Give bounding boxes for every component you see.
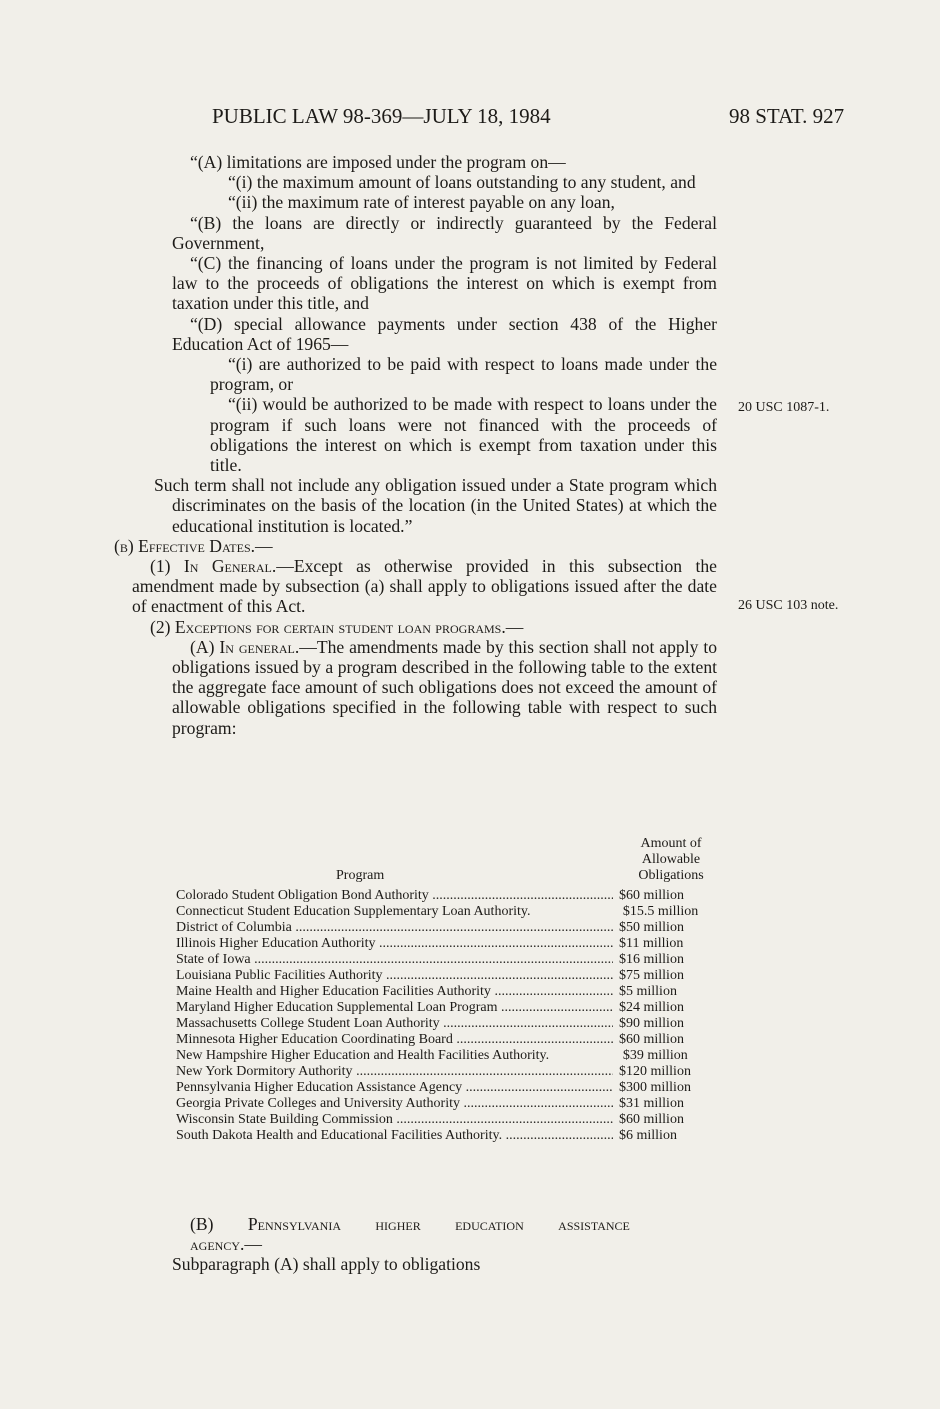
subclause-a-ii xyxy=(172,192,717,212)
subclause-a-i xyxy=(172,172,717,192)
program-name-text: New York Dormitory Authority xyxy=(176,1064,353,1079)
program-name-text: Massachusetts College Student Loan Authority xyxy=(176,1016,440,1031)
paragraph-2-heading-text: (2) Exceptions for certain student loan programs.— xyxy=(150,616,524,637)
program-name xyxy=(176,1000,613,1016)
allowable-amount: $5 million xyxy=(619,984,677,999)
subparagraph-a-lead: (A) In general.— xyxy=(190,636,317,657)
allowable-amount: $90 million xyxy=(619,1016,684,1031)
subparagraph-b xyxy=(172,1214,717,1275)
program-name xyxy=(176,920,613,936)
table-row xyxy=(176,1000,721,1016)
leader-dots xyxy=(502,1128,613,1143)
table-row xyxy=(176,936,721,952)
allowable-obligations-table xyxy=(176,836,721,1144)
allowable-amount: $60 million xyxy=(619,1032,684,1047)
subclause-d-i xyxy=(172,354,717,394)
program-name xyxy=(176,1096,613,1112)
program-name xyxy=(176,936,613,952)
table-row xyxy=(176,920,721,936)
leader-dots xyxy=(462,1080,613,1095)
program-name: New Hampshire Higher Education and Health Facilities Authority. xyxy=(176,1048,550,1063)
allowable-amount: $300 million xyxy=(619,1080,691,1095)
table-row xyxy=(176,952,721,968)
table-header xyxy=(176,836,721,888)
paragraph-2-heading xyxy=(150,617,717,637)
body-text xyxy=(114,152,718,738)
program-name xyxy=(176,1080,613,1096)
column-header-amount xyxy=(626,836,716,884)
program-name-text: South Dakota Health and Educational Facilities Authority. xyxy=(176,1128,503,1143)
allowable-amount: $39 million xyxy=(622,1048,688,1063)
program-name-text: Colorado Student Obligation Bond Authority xyxy=(176,888,429,903)
table-row xyxy=(176,1128,721,1144)
program-name-text: Maine Health and Higher Education Facilities Authority xyxy=(176,984,491,999)
leader-dots xyxy=(382,968,613,983)
allowable-amount: $75 million xyxy=(619,968,684,983)
table-row xyxy=(176,904,721,920)
subparagraph-b-line-1 xyxy=(172,1214,717,1254)
clause-a: “(A) limitations are imposed under the program on— xyxy=(190,152,566,172)
leader-dots xyxy=(498,1000,613,1015)
program-name xyxy=(176,1032,613,1048)
section-b-heading-text: (b) Effective Dates.— xyxy=(114,535,273,556)
allowable-amount: $11 million xyxy=(619,936,684,951)
leader-dots xyxy=(453,1032,613,1047)
clause-d: “(D) special allowance payments under section 438 of the Higher Education Act of 1965— xyxy=(172,313,717,354)
column-header-amount-line-3: Obligations xyxy=(638,868,704,883)
column-header-amount-line-2: Allowable xyxy=(641,852,701,867)
subparagraph-b-text: Subparagraph (A) shall apply to obligations xyxy=(172,1254,481,1275)
leader-dots xyxy=(251,952,613,967)
page-header xyxy=(0,104,940,134)
program-name-text: Georgia Private Colleges and University Authority xyxy=(176,1096,460,1111)
program-name-text: Louisiana Public Facilities Authority xyxy=(176,968,383,983)
leader-dots xyxy=(491,984,613,999)
program-name-text: State of Iowa xyxy=(176,952,251,967)
subclause-a-ii-text: “(ii) the maximum rate of interest payable on any loan, xyxy=(228,192,615,213)
subclause-d-ii xyxy=(172,394,717,475)
table-row xyxy=(176,1112,721,1128)
program-name-text: Wisconsin State Building Commission xyxy=(176,1112,393,1127)
allowable-amount: $60 million xyxy=(619,1112,684,1127)
subparagraph-a xyxy=(172,637,717,738)
subclause-d-ii-text: “(ii) would be authorized to be made with respect to loans under the program if such loans were not financed with the proceeds of obligations the interest on which is exempt from taxation under this title. xyxy=(210,394,717,476)
subparagraph-b-lead: (B) Pennsylvania higher education assistance agency.— xyxy=(190,1214,630,1255)
program-name xyxy=(176,984,613,1000)
allowable-amount: $24 million xyxy=(619,1000,684,1015)
program-name-text: Illinois Higher Education Authority xyxy=(176,936,376,951)
program-name xyxy=(176,952,613,968)
margin-citation-2: 26 USC 103 note. xyxy=(738,598,839,613)
clause-c: “(C) the financing of loans under the program is not limited by Federal law to the proceeds of obligations the interest on which is exempt from taxation under this title, and xyxy=(172,253,717,314)
program-name xyxy=(176,1128,613,1144)
leader-dots xyxy=(375,936,613,951)
leader-dots xyxy=(353,1064,613,1079)
leader-dots xyxy=(460,1096,613,1111)
leader-dots xyxy=(393,1112,613,1127)
program-name-text: Minnesota Higher Education Coordinating Board xyxy=(176,1032,453,1047)
subparagraph-a-text: The amendments made by this section shall not apply to obligations issued by a program described in the following table to the extent the aggregate face amount of such obligations does not exceed the amount of allowable obligations specified in the following table with respect to such program: xyxy=(172,636,718,738)
program-name xyxy=(176,1064,613,1080)
leader-dots xyxy=(292,920,613,935)
table-row xyxy=(176,968,721,984)
paragraph-1-text: Except as otherwise provided in this subsection the amendment made by subsection (a) shall apply to obligations issued after the date of enactment of this Act. xyxy=(132,556,717,617)
allowable-amount: $60 million xyxy=(619,888,684,903)
program-name xyxy=(176,888,613,904)
allowable-amount: $15.5 million xyxy=(622,904,699,919)
paragraph-1 xyxy=(132,556,717,617)
law-title: PUBLIC LAW 98-369—JULY 18, 1984 xyxy=(212,104,551,128)
program-name: Connecticut Student Education Supplementary Loan Authority. xyxy=(176,904,531,919)
table-row xyxy=(176,984,721,1000)
definition-exclusion: Such term shall not include any obligation issued under a State program which discriminates on the basis of the location (in the United States) at which the educational institution is located.” xyxy=(154,475,717,536)
paragraph-1-lead: (1) In General.— xyxy=(150,556,294,577)
leader-dots xyxy=(429,888,613,903)
allowable-amount: $50 million xyxy=(619,920,684,935)
leader-dots xyxy=(440,1016,613,1031)
table-body xyxy=(176,888,721,1144)
subclause-d-i-text: “(i) are authorized to be paid with respect to loans made under the program, or xyxy=(210,354,717,395)
program-name xyxy=(176,1112,613,1128)
program-name xyxy=(176,1016,613,1032)
program-name-text: Pennsylvania Higher Education Assistance Agency xyxy=(176,1080,463,1095)
table-row xyxy=(176,1080,721,1096)
allowable-amount: $31 million xyxy=(619,1096,684,1111)
allowable-amount: $6 million xyxy=(619,1128,677,1143)
clause-b: “(B) the loans are directly or indirectly guaranteed by the Federal Government, xyxy=(172,212,717,253)
statute-page-number: 98 STAT. 927 xyxy=(729,104,845,128)
column-header-amount-line-1: Amount of xyxy=(640,836,702,851)
table-row xyxy=(176,1032,721,1048)
program-name-text: Maryland Higher Education Supplemental Loan Program xyxy=(176,1000,498,1015)
column-header-program: Program xyxy=(336,868,385,883)
margin-citation-1: 20 USC 1087-1. xyxy=(738,400,830,415)
allowable-amount: $120 million xyxy=(619,1064,691,1079)
table-row xyxy=(176,1048,721,1064)
section-b-heading xyxy=(114,536,717,556)
table-row xyxy=(176,888,721,904)
program-name-text: District of Columbia xyxy=(176,920,292,935)
table-row xyxy=(176,1016,721,1032)
subclause-a-i-text: “(i) the maximum amount of loans outstanding to any student, and xyxy=(228,172,696,193)
table-row xyxy=(176,1096,721,1112)
program-name xyxy=(176,968,613,984)
allowable-amount: $16 million xyxy=(619,952,684,967)
table-row xyxy=(176,1064,721,1080)
